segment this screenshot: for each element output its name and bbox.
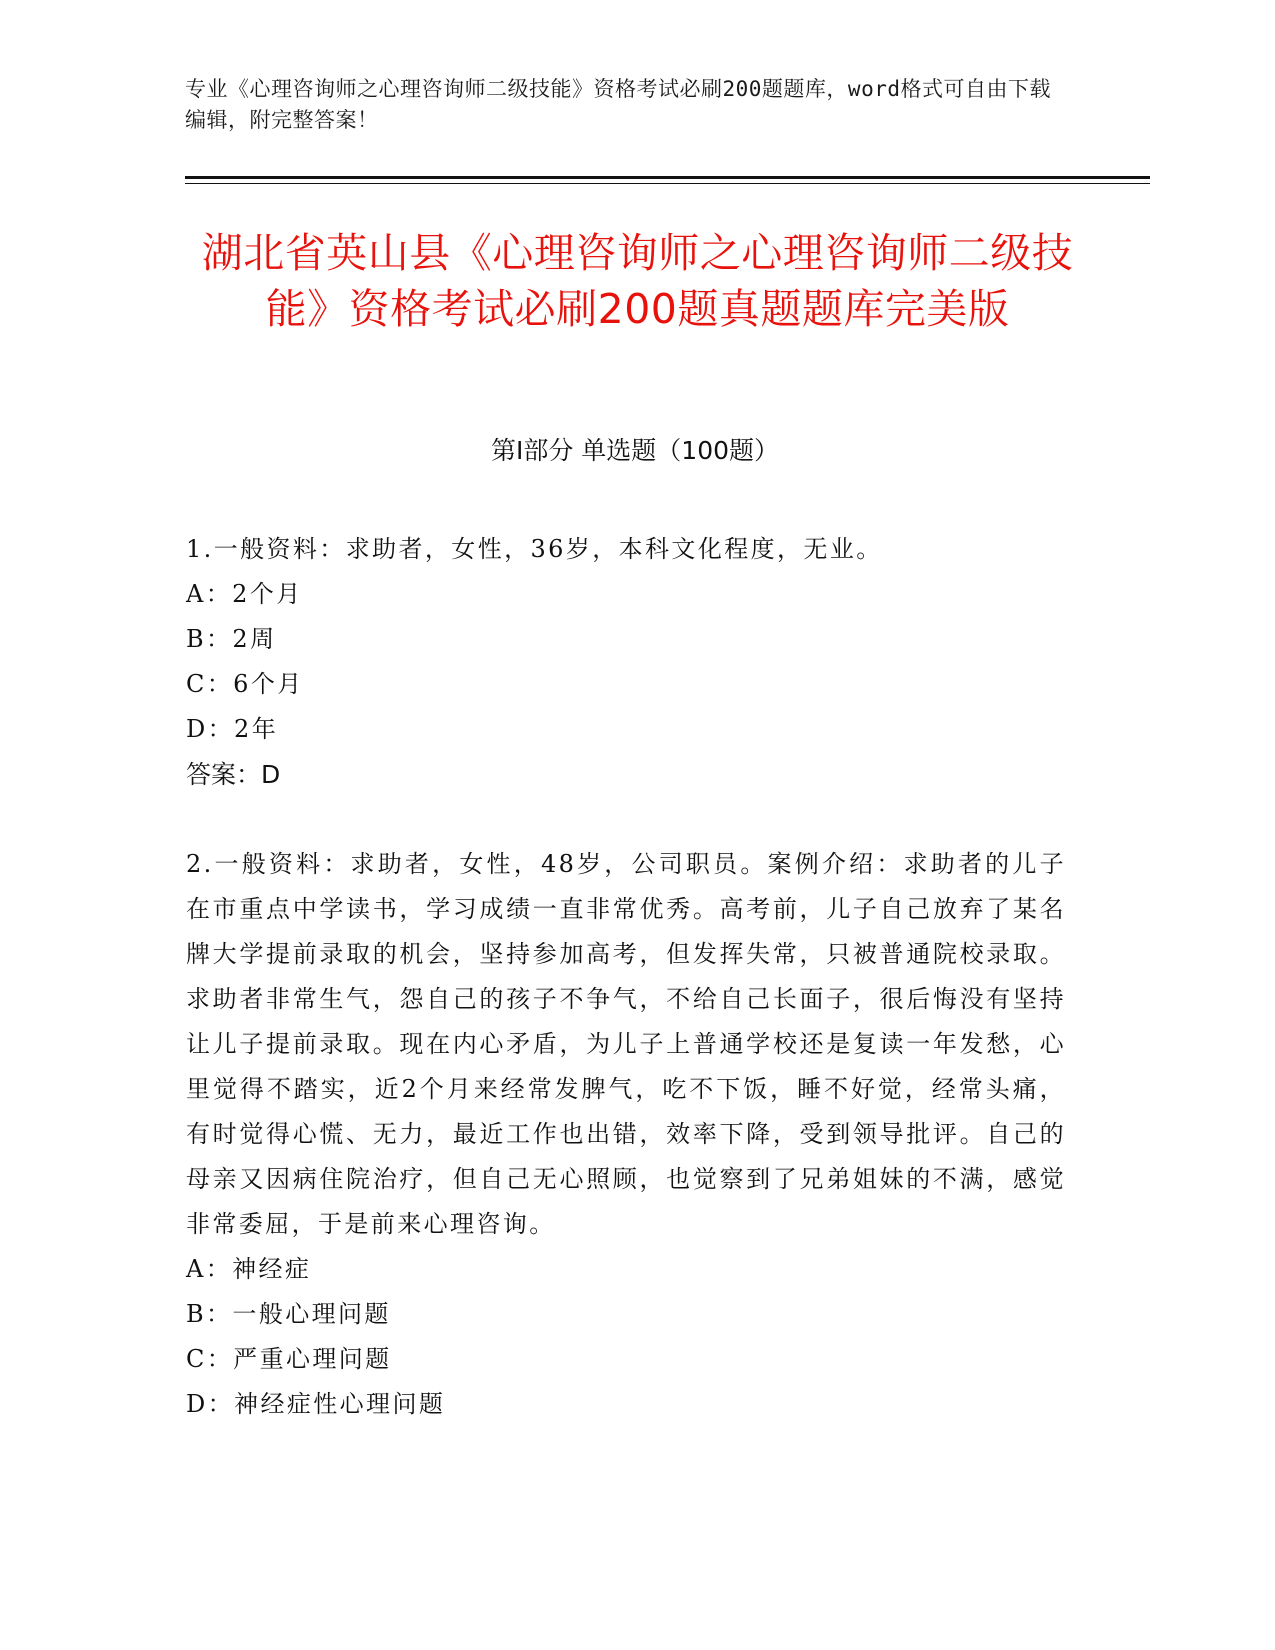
document-title: 湖北省英山县《心理咨询师之心理咨询师二级技能》资格考试必刷200题真题题库完美版	[201, 229, 1074, 333]
question-2-option-a: A：神经症	[186, 1255, 312, 1283]
question-1-text: 1.一般资料：求助者，女性，36岁，本科文化程度，无业。	[186, 535, 883, 563]
question-1	[186, 527, 1066, 797]
question-2-option-c: C：严重心理问题	[186, 1345, 392, 1373]
header-rule-thin	[185, 183, 1150, 184]
header-note: 专业《心理咨询师之心理咨询师二级技能》资格考试必刷200题题库，word格式可自由下载编辑，附完整答案！	[185, 77, 1051, 132]
question-1-option-b: B：2周	[186, 625, 277, 653]
question-1-option-d: D：2年	[186, 715, 279, 743]
question-2-text: 2.一般资料：求助者，女性，48岁，公司职员。案例介绍：求助者的儿子在市重点中学读书，学习成绩一直非常优秀。高考前，儿子自己放弃了某名牌大学提前录取的机会，坚持参加高考，但发挥失常，只被普通院校录取。求助者非常生气，怨自己的孩子不争气，不给自己长面子，很后悔没有坚持让儿子提前录取。现在内心矛盾，为儿子上普通学校还是复读一年发愁，心里觉得不踏实，近2个月来经常发脾气，吃不下饭，睡不好觉，经常头痛，有时觉得心慌、无力，最近工作也出错，效率下降，受到领导批评。自己的母亲又因病住院治疗，但自己无心照顾，也觉察到了兄弟姐妹的不满，感觉非常委屈，于是前来心理咨询。	[186, 850, 1066, 1238]
question-1-option-c: C：6个月	[186, 670, 304, 698]
header-rule-thick	[185, 176, 1150, 179]
section-title: 第Ⅰ部分 单选题（100题）	[490, 436, 780, 465]
question-1-option-a: A：2个月	[186, 580, 303, 608]
question-2-option-d: D：神经症性心理问题	[186, 1390, 446, 1418]
question-2	[186, 842, 1066, 1427]
question-1-answer: 答案：D	[186, 760, 281, 789]
question-2-option-b: B：一般心理问题	[186, 1300, 391, 1328]
